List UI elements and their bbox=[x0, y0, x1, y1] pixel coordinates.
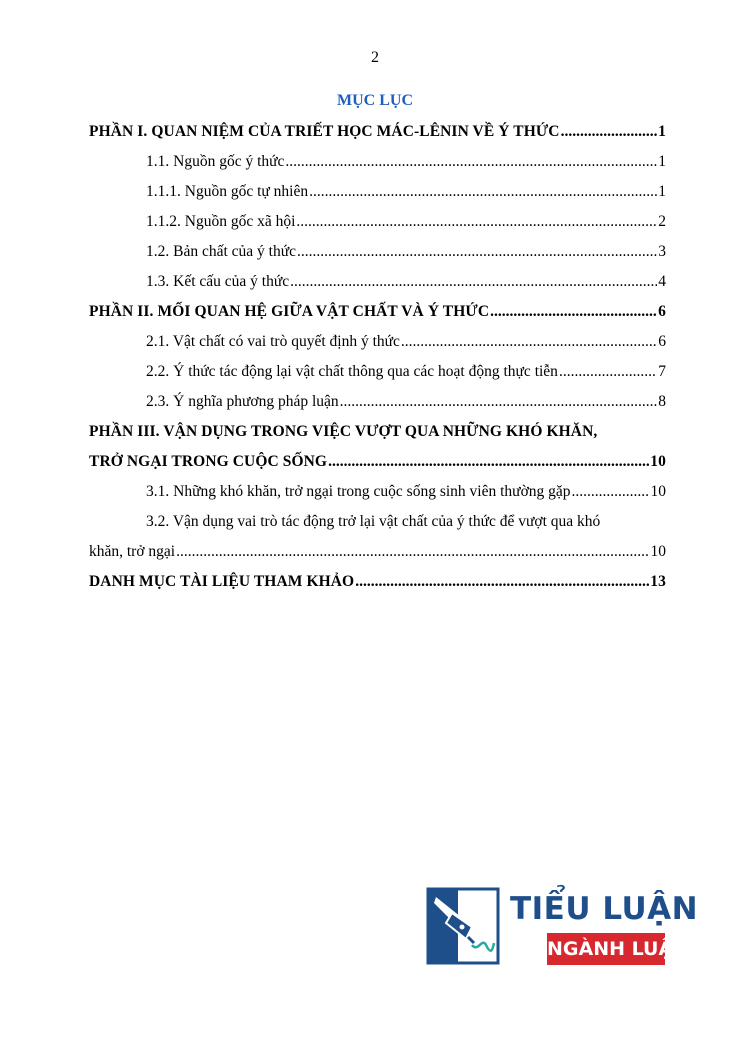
toc-entry-label: 1.3. Kết cấu của ý thức bbox=[146, 273, 290, 290]
toc-entry-2-3[interactable] bbox=[89, 387, 666, 417]
fountain-pen-nib-icon bbox=[426, 887, 500, 965]
toc-entry-label: 1.2. Bản chất của ý thức bbox=[146, 243, 297, 260]
leader-dots bbox=[490, 297, 657, 327]
toc-entry-label: TRỞ NGẠI TRONG CUỘC SỐNG bbox=[89, 453, 328, 470]
toc-entry-2-1[interactable] bbox=[89, 327, 666, 357]
page-number: 2 bbox=[371, 49, 379, 66]
toc-entry-label: DANH MỤC TÀI LIỆU THAM KHẢO bbox=[89, 573, 355, 590]
leader-dots bbox=[296, 207, 657, 237]
leader-dots bbox=[309, 177, 657, 207]
toc-entry-1-2[interactable] bbox=[89, 237, 666, 267]
leader-dots bbox=[572, 477, 650, 507]
logo-bottom-text: NGÀNH LUẬT bbox=[547, 933, 665, 965]
toc-entry-page: 1 bbox=[658, 123, 666, 140]
toc-entry-page: 6 bbox=[658, 333, 666, 350]
toc-entry-2-2[interactable] bbox=[89, 357, 666, 387]
leader-dots bbox=[290, 267, 657, 297]
toc-entry-part-3-line-1[interactable] bbox=[89, 417, 666, 447]
toc-entry-page: 3 bbox=[658, 243, 666, 260]
leader-dots bbox=[297, 237, 657, 267]
toc-entry-1-3[interactable] bbox=[89, 267, 666, 297]
toc-entry-part-1[interactable] bbox=[89, 117, 666, 147]
toc-entry-label: PHẦN I. QUAN NIỆM CỦA TRIẾT HỌC MÁC-LÊNIN VỀ Ý THỨC bbox=[89, 123, 560, 140]
logo-top-text: TIỂU LUẬN bbox=[510, 891, 699, 927]
leader-dots bbox=[285, 147, 657, 177]
toc-entry-3-2-line-1[interactable] bbox=[89, 507, 666, 537]
toc-entry-page: 6 bbox=[658, 303, 666, 320]
leader-dots bbox=[355, 567, 649, 597]
toc-entry-page: 13 bbox=[650, 573, 666, 590]
toc-entry-page: 7 bbox=[658, 363, 666, 380]
toc-entry-label: khăn, trở ngại bbox=[89, 543, 176, 560]
toc-entry-label: PHẦN II. MỐI QUAN HỆ GIỮA VẬT CHẤT VÀ Ý THỨC bbox=[89, 303, 490, 320]
toc-entry-label: 1.1.1. Nguồn gốc tự nhiên bbox=[146, 183, 309, 200]
toc-entry-page: 1 bbox=[658, 153, 666, 170]
toc-entry-page: 10 bbox=[650, 543, 666, 560]
toc-entry-label: 2.3. Ý nghĩa phương pháp luận bbox=[146, 393, 339, 410]
toc-entry-label: 3.2. Vận dụng vai trò tác động trở lại vật chất của ý thức để vượt qua khó bbox=[146, 513, 601, 530]
leader-dots bbox=[559, 357, 657, 387]
toc-entry-3-1[interactable] bbox=[89, 477, 666, 507]
leader-dots bbox=[561, 117, 658, 147]
toc-entry-part-2[interactable] bbox=[89, 297, 666, 327]
toc-entry-label: 2.2. Ý thức tác động lại vật chất thông qua các hoạt động thực tiễn bbox=[146, 363, 558, 380]
brand-logo bbox=[426, 887, 699, 965]
leader-dots bbox=[176, 537, 649, 567]
toc-entry-part-3-line-2[interactable] bbox=[89, 447, 666, 477]
toc-entry-label: 3.1. Những khó khăn, trở ngại trong cuộc sống sinh viên thường gặp bbox=[146, 483, 571, 500]
toc-entry-label: PHẦN III. VẬN DỤNG TRONG VIỆC VƯỢT QUA NHỮNG KHÓ KHĂN, bbox=[89, 423, 598, 440]
toc-entry-1-1-2[interactable] bbox=[89, 207, 666, 237]
leader-dots bbox=[328, 447, 649, 477]
toc-entry-page: 8 bbox=[658, 393, 666, 410]
toc-entry-label: 1.1.2. Nguồn gốc xã hội bbox=[146, 213, 296, 230]
leader-dots bbox=[401, 327, 657, 357]
table-of-contents bbox=[89, 117, 666, 597]
toc-entry-3-2-line-2[interactable] bbox=[89, 537, 666, 567]
toc-entry-label: 2.1. Vật chất có vai trò quyết định ý thức bbox=[146, 333, 400, 350]
toc-title: MỤC LỤC bbox=[337, 92, 413, 109]
toc-entry-page: 10 bbox=[650, 453, 666, 470]
toc-entry-references[interactable] bbox=[89, 567, 666, 597]
toc-entry-page: 10 bbox=[650, 483, 666, 500]
toc-entry-page: 4 bbox=[658, 273, 666, 290]
leader-dots bbox=[340, 387, 658, 417]
toc-entry-page: 1 bbox=[658, 183, 666, 200]
toc-entry-label: 1.1. Nguồn gốc ý thức bbox=[146, 153, 285, 170]
toc-entry-1-1-1[interactable] bbox=[89, 177, 666, 207]
toc-entry-1-1[interactable] bbox=[89, 147, 666, 177]
toc-entry-page: 2 bbox=[658, 213, 666, 230]
